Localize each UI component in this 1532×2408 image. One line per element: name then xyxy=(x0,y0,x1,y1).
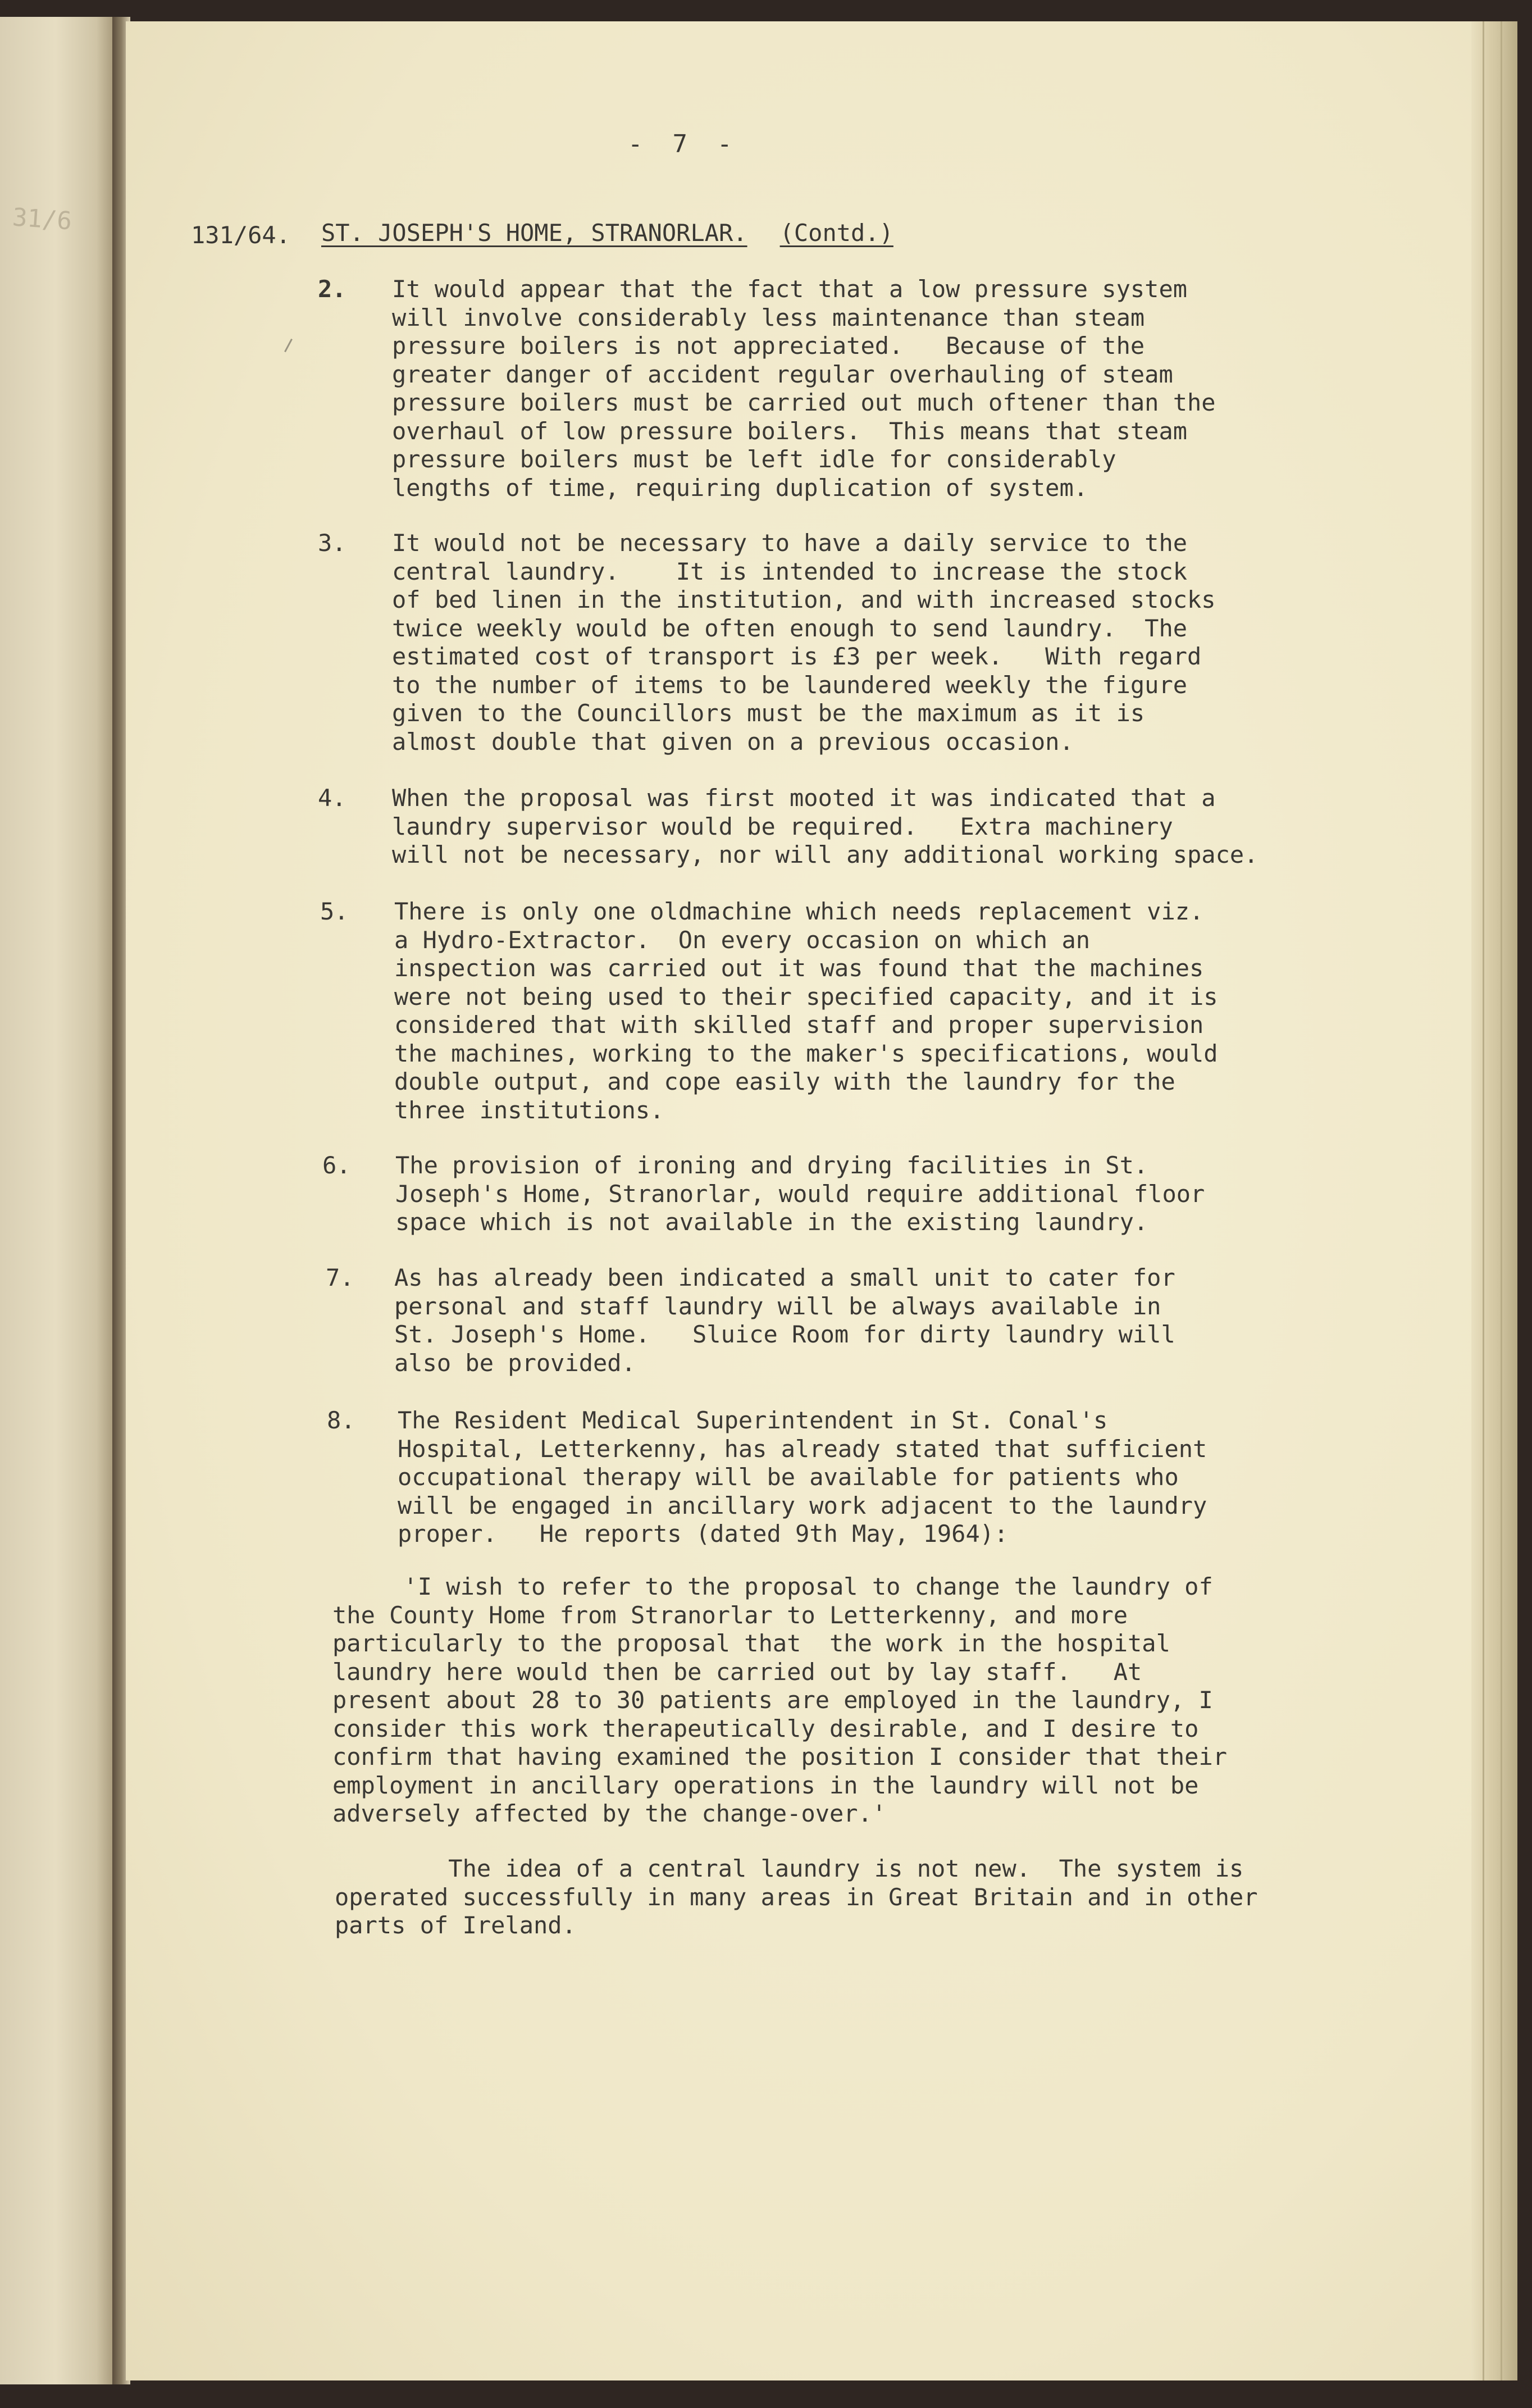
text-line: present about 28 to 30 patients are employed in the laundry, I xyxy=(332,1686,1213,1714)
heading-contd: (Contd.) xyxy=(779,219,893,247)
text-line: will not be necessary, nor will any additional working space. xyxy=(392,841,1259,868)
text-line: a Hydro-Extractor. On every occasion on which an xyxy=(394,926,1091,954)
text-line: particularly to the proposal that the work in the hospital xyxy=(332,1629,1170,1657)
text-line: the County Home from Stranorlar to Letterkenny, and more xyxy=(332,1601,1128,1629)
item-text xyxy=(398,1406,1207,1549)
page-edge-line xyxy=(1483,21,1484,2380)
item-number: 8. xyxy=(327,1406,355,1434)
text-line: employment in ancillary operations in the laundry will not be xyxy=(332,1771,1199,1799)
item-number: 5. xyxy=(320,898,349,925)
text-line: When the proposal was first mooted it was indicated that a xyxy=(392,784,1216,812)
text-line: laundry supervisor would be required. Extra machinery xyxy=(392,812,1173,840)
text-line: personal and staff laundry will be always available in xyxy=(394,1292,1161,1320)
text-line: double output, and cope easily with the laundry for the xyxy=(394,1068,1175,1095)
section-heading xyxy=(321,219,893,248)
text-line: three institutions. xyxy=(394,1096,664,1124)
page-stack-edge xyxy=(1471,21,1517,2380)
text-line: pressure boilers is not appreciated. Because of the xyxy=(392,332,1145,359)
text-line: occupational therapy will be available for patients who xyxy=(398,1463,1179,1491)
text-line: Joseph's Home, Stranorlar, would require additional floor xyxy=(395,1180,1205,1208)
text-line: were not being used to their specified capacity, and it is xyxy=(394,982,1218,1010)
item-text xyxy=(394,1264,1175,1377)
minute-reference: 131/64. xyxy=(191,221,291,249)
text-line: Hospital, Letterkenny, has already stated that sufficient xyxy=(398,1435,1207,1463)
text-line: central laundry. It is intended to increase the stock xyxy=(392,557,1188,585)
text-line: the machines, working to the maker's specifications, would xyxy=(394,1039,1218,1067)
item-text xyxy=(394,898,1218,1125)
text-line: The Resident Medical Superintendent in St. Conal's xyxy=(398,1406,1108,1434)
quoted-report xyxy=(332,1573,1227,1828)
item-text xyxy=(392,275,1216,502)
text-line: The idea of a central laundry is not new. The system is xyxy=(335,1855,1244,1882)
text-line: adversely affected by the change-over.' xyxy=(332,1800,887,1827)
text-line: will involve considerably less maintenance than steam xyxy=(392,303,1145,331)
page-edge-line xyxy=(1501,21,1502,2380)
text-line: operated successfully in many areas in Great Britain and in other xyxy=(335,1883,1258,1911)
text-line: The provision of ironing and drying facilities in St. xyxy=(395,1151,1148,1179)
item-text xyxy=(392,529,1216,756)
closing-paragraph xyxy=(335,1855,1258,1940)
item-number: 2. xyxy=(318,275,346,303)
heading-title: ST. JOSEPH'S HOME, STRANORLAR. xyxy=(321,219,747,247)
text-line: will be engaged in ancillary work adjacent to the laundry xyxy=(398,1491,1207,1519)
text-line: It would appear that the fact that a low pressure system xyxy=(392,275,1188,303)
text-line: There is only one oldmachine which needs replacement viz. xyxy=(394,898,1204,925)
text-line: inspection was carried out it was found that the machines xyxy=(394,954,1204,982)
text-line: As has already been indicated a small unit to cater for xyxy=(394,1264,1175,1291)
text-line: St. Joseph's Home. Sluice Room for dirty laundry will xyxy=(394,1321,1175,1348)
item-text xyxy=(392,784,1258,870)
item-number: 6. xyxy=(322,1151,351,1179)
text-line: pressure boilers must be left idle for considerably xyxy=(392,445,1116,473)
text-line: almost double that given on a previous occasion. xyxy=(392,727,1074,755)
text-line: lengths of time, requiring duplication of system. xyxy=(392,474,1088,502)
facing-page-mark: 31/6 xyxy=(11,203,73,236)
text-line: pressure boilers must be carried out much oftener than the xyxy=(392,389,1216,416)
text-line: twice weekly would be often enough to send laundry. The xyxy=(392,614,1188,642)
text-line: greater danger of accident regular overhauling of steam xyxy=(392,360,1173,388)
item-number: 3. xyxy=(318,529,346,557)
text-line: of bed linen in the institution, and with increased stocks xyxy=(392,586,1216,613)
item-text xyxy=(395,1151,1205,1237)
text-line: consider this work therapeutically desirable, and I desire to xyxy=(332,1714,1199,1742)
text-line: 'I wish to refer to the proposal to change the laundry of xyxy=(332,1573,1213,1600)
text-line: laundry here would then be carried out by lay staff. At xyxy=(332,1658,1142,1686)
text-line: parts of Ireland. xyxy=(335,1911,576,1939)
text-line: confirm that having examined the position I consider that their xyxy=(332,1743,1228,1770)
text-line: also be provided. xyxy=(394,1349,636,1377)
text-line: space which is not available in the existing laundry. xyxy=(395,1208,1148,1236)
facing-page-edge xyxy=(0,17,124,2384)
item-number: 4. xyxy=(318,784,346,812)
text-line: proper. He reports (dated 9th May, 1964): xyxy=(398,1520,1009,1547)
text-line: estimated cost of transport is £3 per week. With regard xyxy=(392,643,1202,670)
text-line: It would not be necessary to have a daily service to the xyxy=(392,529,1188,557)
text-line: to the number of items to be laundered weekly the figure xyxy=(392,671,1188,699)
text-line: given to the Councillors must be the maximum as it is xyxy=(392,699,1145,727)
text-line: considered that with skilled staff and proper supervision xyxy=(394,1011,1204,1039)
text-line: overhaul of low pressure boilers. This means that steam xyxy=(392,417,1188,445)
item-number: 7. xyxy=(326,1264,354,1291)
page-number: - 7 - xyxy=(628,130,732,158)
